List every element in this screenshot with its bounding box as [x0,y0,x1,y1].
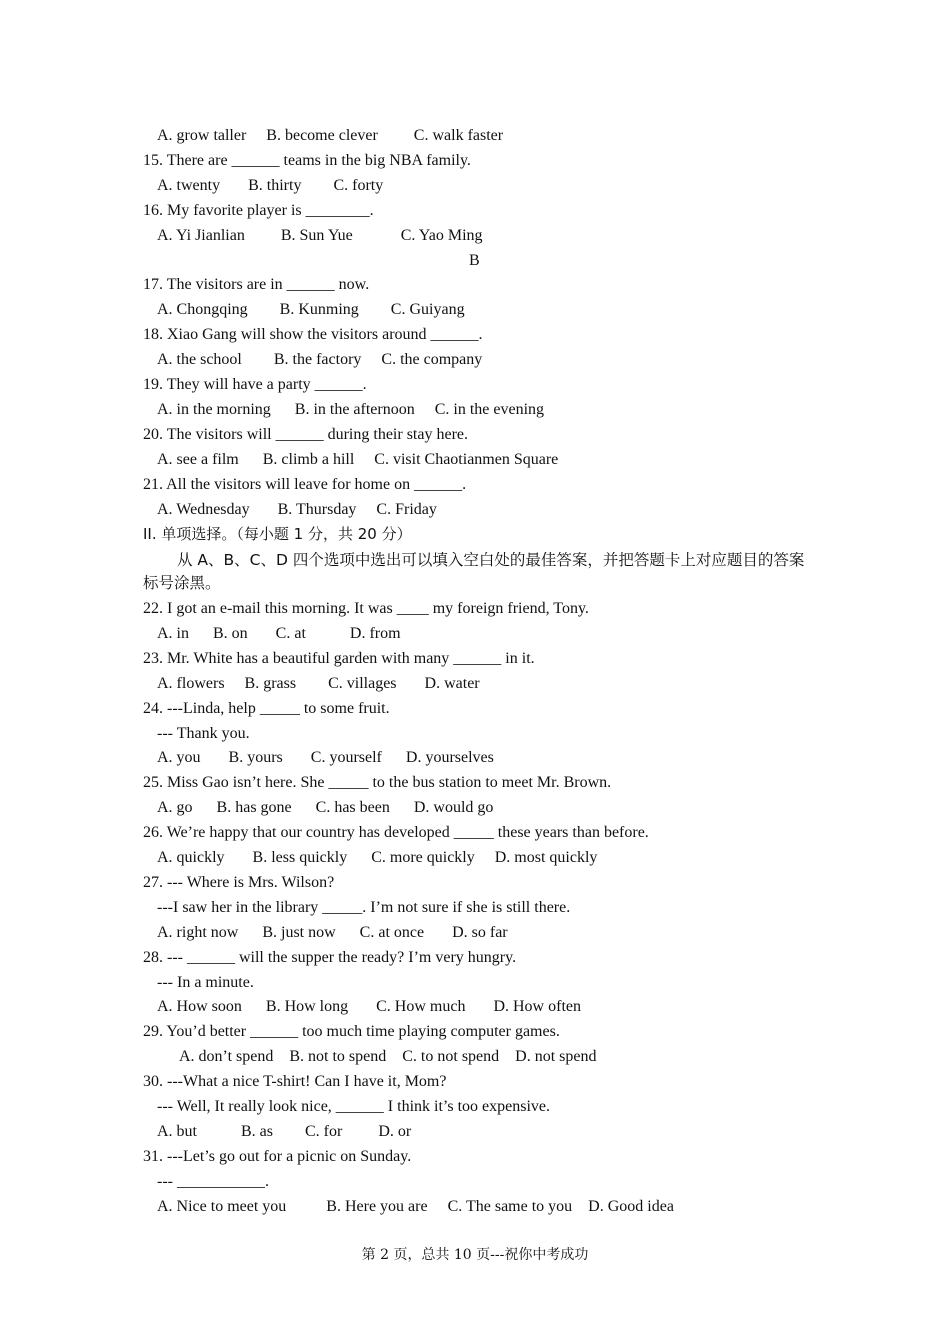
q25-stem: 25. Miss Gao isn’t here. She _____ to the bus station to meet Mr. Brown. [143,774,612,791]
section-heading-b: B [469,252,480,269]
q22-stem: 22. I got an e-mail this morning. It was ____ my foreign friend, Tony. [143,600,589,617]
q28-stem: 28. --- ______ will the supper the ready? I’m very hungry. [143,949,517,966]
q18-options: A. the school B. the factory C. the company [157,351,483,368]
q30-stem: 30. ---What a nice T-shirt! Can I have it, Mom? [143,1073,447,1090]
q16-options: A. Yi Jianlian B. Sun Yue C. Yao Ming [157,227,483,244]
q24-reply: --- Thank you. [157,725,250,742]
q28-options: A. How soon B. How long C. How much D. How often [157,998,581,1015]
q24-options: A. you B. yours C. yourself D. yourselves [157,749,494,766]
q22-options: A. in B. on C. at D. from [157,625,401,642]
q16-stem: 16. My favorite player is ________. [143,202,374,219]
q31-options: A. Nice to meet you B. Here you are C. The same to you D. Good idea [157,1198,674,1215]
q29-options: A. don’t spend B. not to spend C. to not spend D. not spend [179,1048,597,1065]
q26-options: A. quickly B. less quickly C. more quickly D. most quickly [157,849,598,866]
q15-stem: 15. There are ______ teams in the big NBA family. [143,152,471,169]
q24-stem: 24. ---Linda, help _____ to some fruit. [143,700,390,717]
q27-options: A. right now B. just now C. at once D. so far [157,924,508,941]
q14-options: A. grow taller B. become clever C. walk faster [157,127,504,144]
q23-options: A. flowers B. grass C. villages D. water [157,675,480,692]
q30-reply: --- Well, It really look nice, ______ I think it’s too expensive. [157,1098,550,1115]
page-footer: 第 2 页，总共 10 页---祝你中考成功 [361,1247,589,1263]
q28-reply: --- In a minute. [157,974,254,991]
q17-options: A. Chongqing B. Kunming C. Guiyang [157,301,465,318]
q19-options: A. in the morning B. in the afternoon C. in the evening [157,401,545,418]
q27-reply: ---I saw her in the library _____. I’m not sure if she is still there. [157,899,571,916]
q31-reply: --- ___________. [157,1173,269,1190]
q31-stem: 31. ---Let’s go out for a picnic on Sunday. [143,1148,412,1165]
q20-options: A. see a film B. climb a hill C. visit Chaotianmen Square [157,451,559,468]
section-ii-heading: II. 单项选择。（每小题 1 分，共 20 分） [143,525,412,543]
q20-stem: 20. The visitors will ______ during their stay here. [143,426,468,443]
q29-stem: 29. You’d better ______ too much time playing computer games. [143,1023,560,1040]
q15-options: A. twenty B. thirty C. forty [157,177,384,194]
q27-stem: 27. --- Where is Mrs. Wilson? [143,874,335,891]
section-ii-instructions: 从 A、B、C、D 四个选项中选出可以填入空白处的最佳答案，并把答题卡上对应题目的答案标号涂黑。 [143,551,805,592]
q21-options: A. Wednesday B. Thursday C. Friday [157,501,437,518]
q26-stem: 26. We’re happy that our country has developed _____ these years than before. [143,824,649,841]
q18-stem: 18. Xiao Gang will show the visitors around ______. [143,326,483,343]
q30-options: A. but B. as C. for D. or [157,1123,412,1140]
q19-stem: 19. They will have a party ______. [143,376,367,393]
q25-options: A. go B. has gone C. has been D. would go [157,799,494,816]
q23-stem: 23. Mr. White has a beautiful garden with many ______ in it. [143,650,535,667]
q21-stem: 21. All the visitors will leave for home on ______. [143,476,467,493]
q17-stem: 17. The visitors are in ______ now. [143,276,370,293]
